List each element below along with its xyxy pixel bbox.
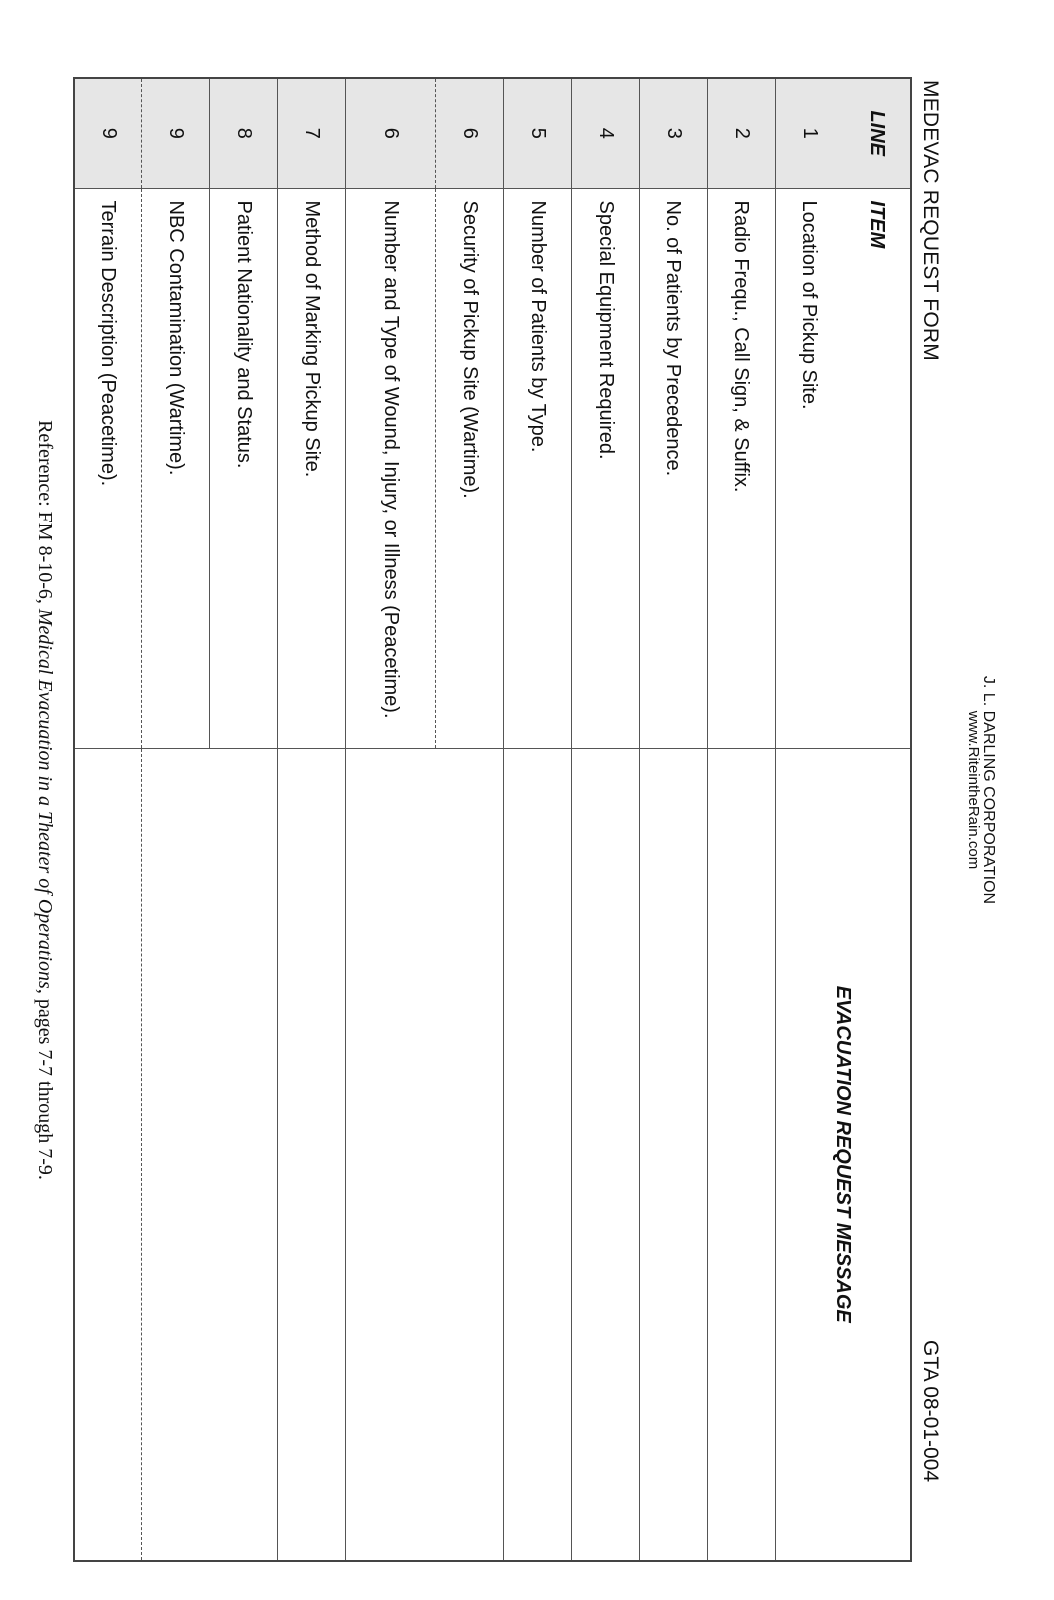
- line-number: 8: [210, 78, 278, 188]
- item-label: Radio Frequ., Call Sign, & Suffix.: [707, 188, 775, 748]
- line-number: 9: [142, 78, 210, 188]
- form-code: GTA 08-01-004: [919, 1340, 942, 1483]
- publisher-name: J. L. DARLING CORPORATION: [980, 675, 997, 905]
- message-field[interactable]: [346, 748, 504, 1561]
- message-field[interactable]: [504, 748, 572, 1561]
- table-row: [504, 78, 572, 1561]
- item-label: Number of Patients by Type.: [504, 188, 572, 748]
- message-field[interactable]: [572, 748, 640, 1561]
- line-number: 6: [346, 78, 436, 188]
- item-label: No. of Patients by Precedence.: [640, 188, 708, 748]
- column-header-line: LINE: [843, 78, 911, 188]
- item-label: Location of Pickup Site.: [775, 188, 843, 748]
- item-label: Terrain Description (Peacetime).: [74, 188, 142, 748]
- table-row: [436, 78, 504, 1561]
- medevac-request-table: [73, 77, 912, 1562]
- form-title: MEDEVAC REQUEST FORM: [919, 80, 942, 361]
- table-row: [707, 78, 775, 1561]
- item-label: Security of Pickup Site (Wartime).: [436, 188, 504, 748]
- line-number: 6: [436, 78, 504, 188]
- reference-prefix: Reference: FM 8-10-6,: [34, 420, 56, 609]
- message-field[interactable]: [142, 748, 278, 1561]
- reference-note: [33, 0, 56, 1600]
- column-header-item: ITEM: [843, 188, 911, 748]
- table-row: [210, 78, 278, 1561]
- item-label: Patient Nationality and Status.: [210, 188, 278, 748]
- item-label: Special Equipment Required.: [572, 188, 640, 748]
- table-header-row: [843, 78, 911, 1561]
- column-header-message: EVACUATION REQUEST MESSAGE: [775, 748, 911, 1561]
- reference-title: Medical Evacuation in a Theater of Operations: [34, 608, 56, 989]
- line-number: 9: [74, 78, 142, 188]
- line-number: 7: [278, 78, 346, 188]
- table-row: [640, 78, 708, 1561]
- message-field[interactable]: [278, 748, 346, 1561]
- message-field[interactable]: [74, 748, 142, 1561]
- line-number: 3: [640, 78, 708, 188]
- line-number: 1: [775, 78, 843, 188]
- line-number: 5: [504, 78, 572, 188]
- reference-suffix: , pages 7-7 through 7-9.: [34, 988, 56, 1180]
- item-label: Method of Marking Pickup Site.: [278, 188, 346, 748]
- table-row: [74, 78, 142, 1561]
- line-number: 2: [707, 78, 775, 188]
- item-label: Number and Type of Wound, Injury, or Illness (Peacetime).: [346, 188, 436, 748]
- publisher-url: www.RiteintheRain.com: [965, 710, 982, 870]
- message-field[interactable]: [640, 748, 708, 1561]
- publisher-block: [966, 640, 996, 940]
- item-label: NBC Contamination (Wartime).: [142, 188, 210, 748]
- table-row: [572, 78, 640, 1561]
- line-number: 4: [572, 78, 640, 188]
- message-field[interactable]: [707, 748, 775, 1561]
- table-row: [278, 78, 346, 1561]
